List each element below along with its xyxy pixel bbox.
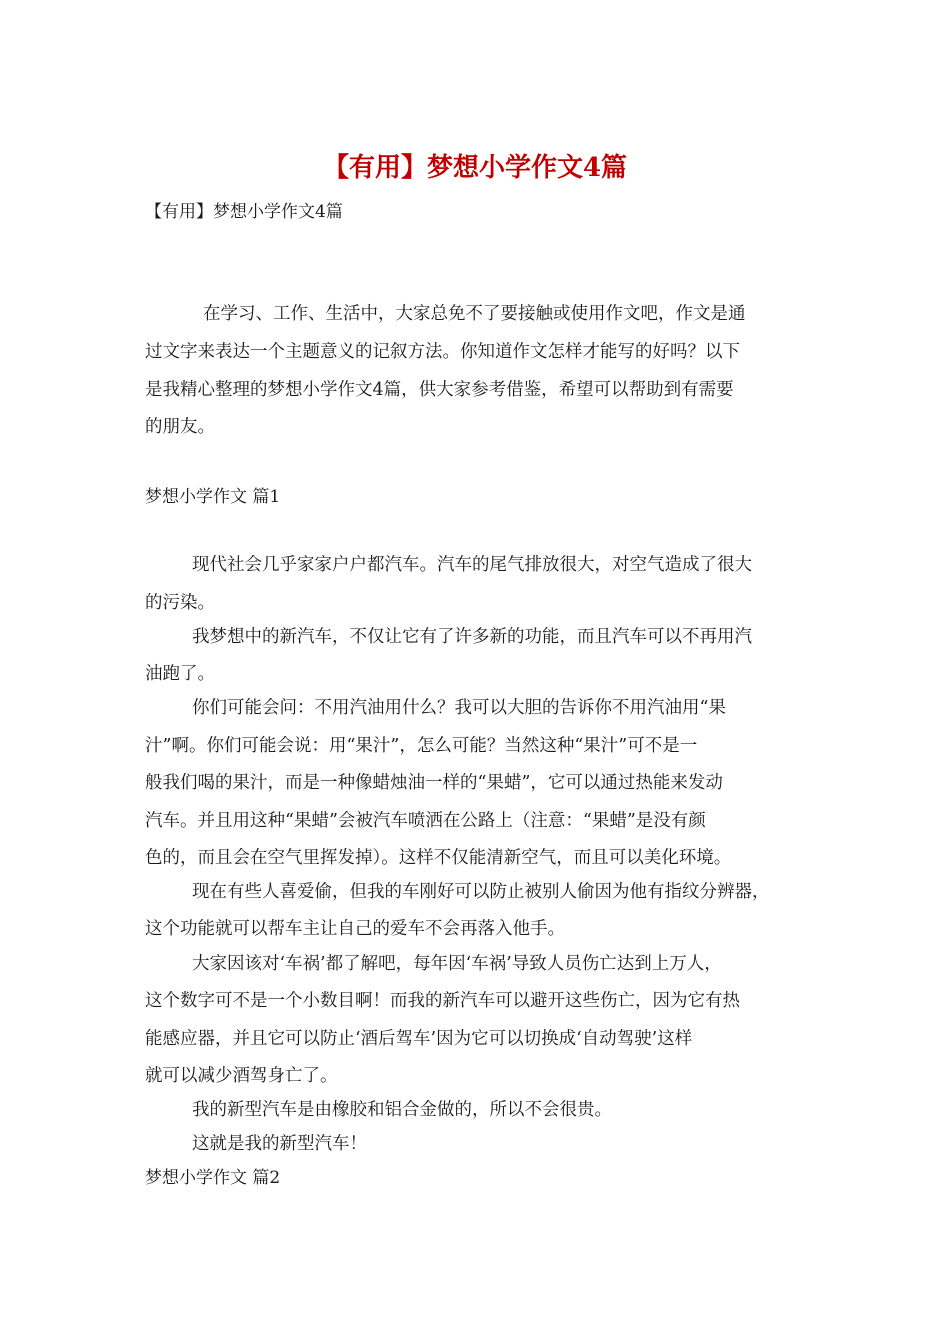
- body-line: 这就是我的新型汽车！: [192, 1134, 367, 1154]
- body-line: 的污染。: [145, 593, 215, 613]
- body-line: 色的，而且会在空气里挥发掉）。这样不仅能清新空气，而且可以美化环境。: [145, 848, 732, 868]
- intro-line: 在学习、工作、生活中，大家总免不了要接触或使用作文吧，作文是通: [203, 304, 746, 324]
- body-line: 汁”啊。你们可能会说：用“果汁”，怎么可能？当然这种“果汁”可不是一: [145, 736, 698, 756]
- intro-line: 的朋友。: [145, 417, 215, 437]
- body-line: 这个功能就可以帮车主让自己的爱车不会再落入他手。: [145, 919, 565, 939]
- body-line: 大家因该对‘车祸’都了解吧，每年因‘车祸’导致人员伤亡达到上万人，: [192, 954, 722, 974]
- body-line: 油跑了。: [145, 664, 215, 684]
- body-line: 能感应器，并且它可以防止‘酒后驾车’因为它可以切换成‘自动驾驶’这样: [145, 1029, 693, 1049]
- body-line: 你们可能会问：不用汽油用什么？我可以大胆的告诉你不用汽油用“果: [192, 698, 726, 718]
- document-title: 【有用】梦想小学作文4篇: [322, 153, 628, 183]
- document-subtitle: 【有用】梦想小学作文4篇: [145, 202, 343, 222]
- section-heading: 梦想小学作文 篇1: [145, 487, 281, 507]
- intro-line: 是我精心整理的梦想小学作文4篇，供大家参考借鉴，希望可以帮助到有需要: [145, 380, 734, 400]
- body-line: 这个数字可不是一个小数目啊！而我的新汽车可以避开这些伤亡，因为它有热: [145, 991, 740, 1011]
- body-line: 我梦想中的新汽车，不仅让它有了许多新的功能，而且汽车可以不再用汽: [192, 627, 752, 647]
- body-line: 现代社会几乎家家户户都汽车。汽车的尾气排放很大，对空气造成了很大: [192, 555, 752, 575]
- body-line: 我的新型汽车是由橡胶和铝合金做的，所以不会很贵。: [192, 1100, 612, 1120]
- intro-line: 过文字来表达一个主题意义的记叙方法。你知道作文怎样才能写的好吗？以下: [145, 342, 740, 362]
- body-line: 般我们喝的果汁，而是一种像蜡烛油一样的“果蜡”，它可以通过热能来发动: [145, 773, 723, 793]
- body-line: 汽车。并且用这种“果蜡”会被汽车喷洒在公路上（注意：“果蜡”是没有颜: [145, 811, 706, 831]
- body-line: 现在有些人喜爱偷，但我的车刚好可以防止被别人偷因为他有指纹分辨器，: [192, 882, 770, 902]
- section-heading: 梦想小学作文 篇2: [145, 1168, 281, 1188]
- body-line: 就可以减少酒驾身亡了。: [145, 1066, 338, 1086]
